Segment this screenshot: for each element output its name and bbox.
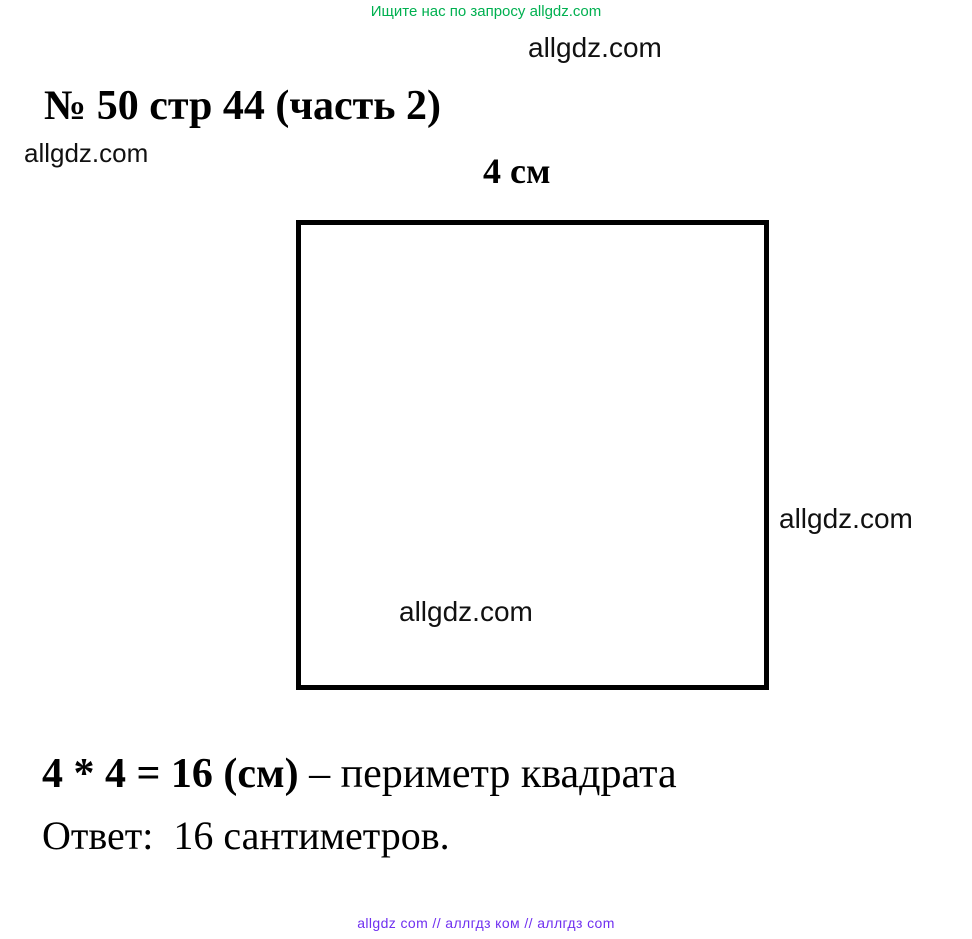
page-title: № 50 стр 44 (часть 2)	[44, 83, 441, 129]
watermark-site-3: allgdz.com	[779, 503, 913, 534]
answer-value: 16 сантиметров.	[173, 813, 450, 858]
solution-expression-line	[42, 750, 677, 798]
answer-line	[42, 812, 450, 859]
solution-explanation: периметр квадрата	[340, 751, 677, 797]
solution-expression: 4 * 4 = 16 (см)	[42, 751, 299, 797]
watermark-footer: allgdz com // аллгдз ком // аллгдз com	[357, 915, 615, 931]
answer-label: Ответ:	[42, 813, 154, 858]
watermark-site-1: allgdz.com	[528, 32, 662, 63]
solution-dash: –	[298, 751, 341, 797]
watermark-top-banner: Ищите нас по запросу allgdz.com	[370, 3, 602, 20]
figure-top-side-label: 4 см	[483, 151, 551, 191]
watermark-site-4: allgdz.com	[399, 596, 533, 627]
watermark-site-2: allgdz.com	[24, 138, 149, 168]
